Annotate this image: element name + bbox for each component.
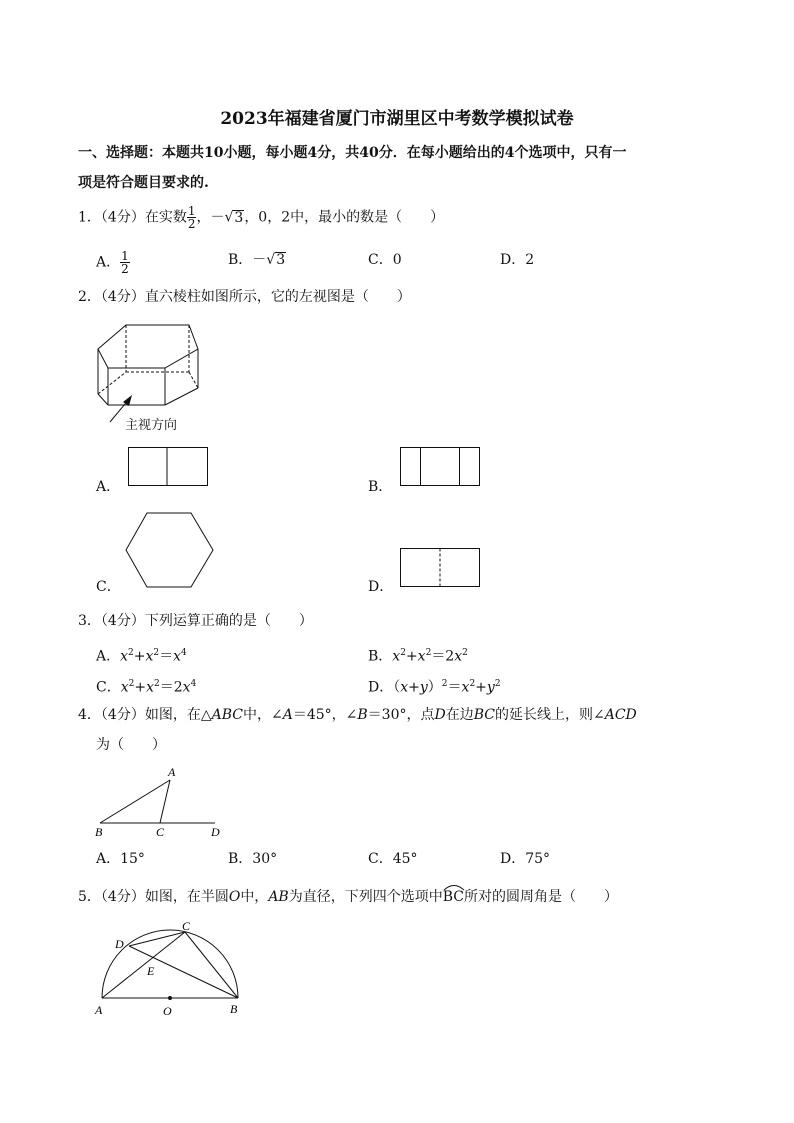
q2-option-b-label[interactable]: B． <box>368 479 393 495</box>
q3-a-eq: ＝ <box>159 648 174 665</box>
q2-option-c-label[interactable]: C． <box>96 579 121 595</box>
q3-a-var: x <box>120 648 129 665</box>
q3-c-exp: 2 <box>128 679 135 689</box>
q1-frac-num: 1 <box>187 204 196 218</box>
q5-semicircle-figure <box>92 918 247 1023</box>
q4-var: ABC <box>211 707 243 723</box>
q5-label-d: D <box>115 937 124 951</box>
q3-c-var: x <box>120 679 129 696</box>
q2-option-b-figure[interactable] <box>400 447 481 487</box>
q4-label-d: D <box>211 825 220 839</box>
q3-b-var: x <box>417 648 426 665</box>
q3-d-exp: 2 <box>469 679 476 689</box>
q1-prefix: 1．（4分）在实数 <box>78 209 187 226</box>
arc-icon <box>443 883 465 891</box>
q3-d-var: y <box>486 679 495 696</box>
q4-option-a[interactable]: A．15° <box>96 851 145 867</box>
q3-a-var: x <box>145 648 154 665</box>
q5-arc-label: BC <box>442 889 464 905</box>
q2-option-a-label[interactable]: A． <box>96 479 121 495</box>
q3-a-exp: 4 <box>181 648 187 658</box>
q3-a-op: + <box>133 648 146 665</box>
q3-option-a[interactable] <box>96 643 187 667</box>
question-4-stem <box>78 705 637 725</box>
q3-d-label: D． <box>368 679 394 696</box>
q3-a-exp: 2 <box>128 648 134 658</box>
question-1-stem <box>78 205 444 230</box>
q1-rest: ，0，2中，最小的数是（ ） <box>244 209 445 226</box>
q4-text: 4．（4分）如图，在△ <box>78 707 212 723</box>
q3-a-label: A． <box>96 648 121 665</box>
q3-c-op: + <box>134 679 147 696</box>
q3-d-op: + <box>408 679 420 696</box>
q3-d-var: x <box>461 679 470 696</box>
q4-triangle-figure <box>94 764 229 844</box>
q1-opt-a-den: 2 <box>121 262 129 276</box>
q5-var: O <box>228 889 241 905</box>
q2-figure-caption: 主视方向 <box>125 418 178 433</box>
q3-d-var: y <box>419 679 428 696</box>
q5-text: 所对的圆周角是（ ） <box>463 889 618 905</box>
q1-option-a[interactable] <box>96 250 130 275</box>
exam-title: 2023年福建省厦门市湖里区中考数学模拟试卷 <box>220 109 574 129</box>
q5-label-e: E <box>147 964 155 978</box>
q2-option-d-label[interactable]: D． <box>368 579 394 595</box>
q5-label-o: O <box>163 1004 172 1018</box>
q3-d-var: x <box>400 679 409 696</box>
q2-option-a-figure[interactable] <box>128 447 209 487</box>
q3-c-exp: 2 <box>154 679 160 689</box>
q3-d-exp: 2 <box>441 679 448 689</box>
q3-c-eq: ＝2 <box>159 679 183 696</box>
q5-label-b: B <box>230 1002 238 1016</box>
q3-option-d[interactable] <box>368 674 501 698</box>
q1-option-d[interactable]: D．2 <box>500 252 535 268</box>
q1-opt-a-num: 1 <box>121 249 129 263</box>
q1-option-b[interactable] <box>228 250 286 270</box>
q4-option-b[interactable]: B．30° <box>228 851 278 867</box>
q3-b-exp: 2 <box>425 648 432 658</box>
q3-b-label: B． <box>368 648 393 665</box>
q3-c-exp: 4 <box>190 679 197 689</box>
q3-option-b[interactable] <box>368 643 468 667</box>
q3-b-var: x <box>454 648 463 665</box>
q4-text: 在边 <box>445 707 474 723</box>
q5-var: AB <box>268 889 289 905</box>
q1-option-a-label: A． <box>96 254 121 271</box>
q4-var: B <box>357 707 368 723</box>
q3-d-paren: （ <box>393 679 401 696</box>
q1-option-b-sqrt: 3 <box>276 252 286 268</box>
q3-b-op: + <box>405 648 418 665</box>
q3-d-op: + <box>475 679 487 696</box>
q4-option-c[interactable]: C．45° <box>368 851 418 867</box>
q5-text: 中， <box>240 889 269 905</box>
q3-a-var: x <box>173 648 182 665</box>
q4-label-a: A <box>168 765 176 779</box>
q4-label-b: B <box>95 825 103 839</box>
q1-sqrt-value: 3 <box>234 209 244 226</box>
q4-option-d[interactable]: D．75° <box>500 851 551 867</box>
q1-option-b-label: B．－ <box>228 252 267 268</box>
question-4-stem-line2: 为（ ） <box>96 737 166 753</box>
q4-label-c: C <box>156 825 165 839</box>
q3-c-var: x <box>182 679 191 696</box>
q3-b-eq: ＝2 <box>431 648 455 665</box>
q4-var: ACD <box>604 707 637 723</box>
q4-text: ＝30°，点 <box>367 707 435 723</box>
q4-var: A <box>282 707 293 723</box>
section-heading-line2: 项是符合题目要求的. <box>78 175 209 191</box>
q3-b-var: x <box>392 648 401 665</box>
q3-d-paren: ） <box>427 679 442 696</box>
q5-text: 为直径，下列四个选项中 <box>288 889 443 905</box>
question-3-stem: 3．（4分）下列运算正确的是（ ） <box>78 613 313 629</box>
center-point-icon <box>168 996 172 1000</box>
q1-frac-den: 2 <box>187 217 196 231</box>
q1-sep: ，－ <box>196 209 225 226</box>
q3-d-exp: 2 <box>494 679 501 689</box>
q3-d-eq: ＝ <box>447 679 462 696</box>
q3-a-exp: 2 <box>153 648 160 658</box>
q4-text: 的延长线上，则∠ <box>495 707 605 723</box>
q3-b-exp: 2 <box>462 648 468 658</box>
q1-option-a-fraction <box>120 250 130 275</box>
q5-label-c: C <box>182 919 191 933</box>
q5-arc-bc <box>443 887 464 907</box>
q4-var: BC <box>473 707 495 723</box>
q4-text: ＝45°，∠ <box>292 707 358 723</box>
q5-text: 5．（4分）如图，在半圆 <box>78 889 229 905</box>
sqrt-icon: √ <box>266 252 276 268</box>
q3-option-c[interactable] <box>96 674 196 698</box>
q1-option-c[interactable]: C．0 <box>368 252 402 268</box>
q5-label-a: A <box>95 1003 103 1017</box>
q4-text: 中，∠ <box>242 707 283 723</box>
q4-var: D <box>434 707 446 723</box>
question-5-stem <box>78 887 618 907</box>
q3-b-exp: 2 <box>400 648 406 658</box>
sqrt-icon: √ <box>224 209 234 226</box>
q3-c-var: x <box>146 679 154 696</box>
section-heading-line1: 一、选择题：本题共10小题，每小题4分，共40分．在每小题给出的4个选项中，只有一 <box>78 145 627 161</box>
q2-option-c-figure[interactable] <box>125 512 215 588</box>
q3-c-label: C． <box>96 679 121 696</box>
q2-option-d-figure[interactable] <box>400 548 481 588</box>
question-2-stem: 2．（4分）直六棱柱如图所示，它的左视图是（ ） <box>78 289 411 305</box>
hexagonal-prism-figure <box>90 318 210 418</box>
